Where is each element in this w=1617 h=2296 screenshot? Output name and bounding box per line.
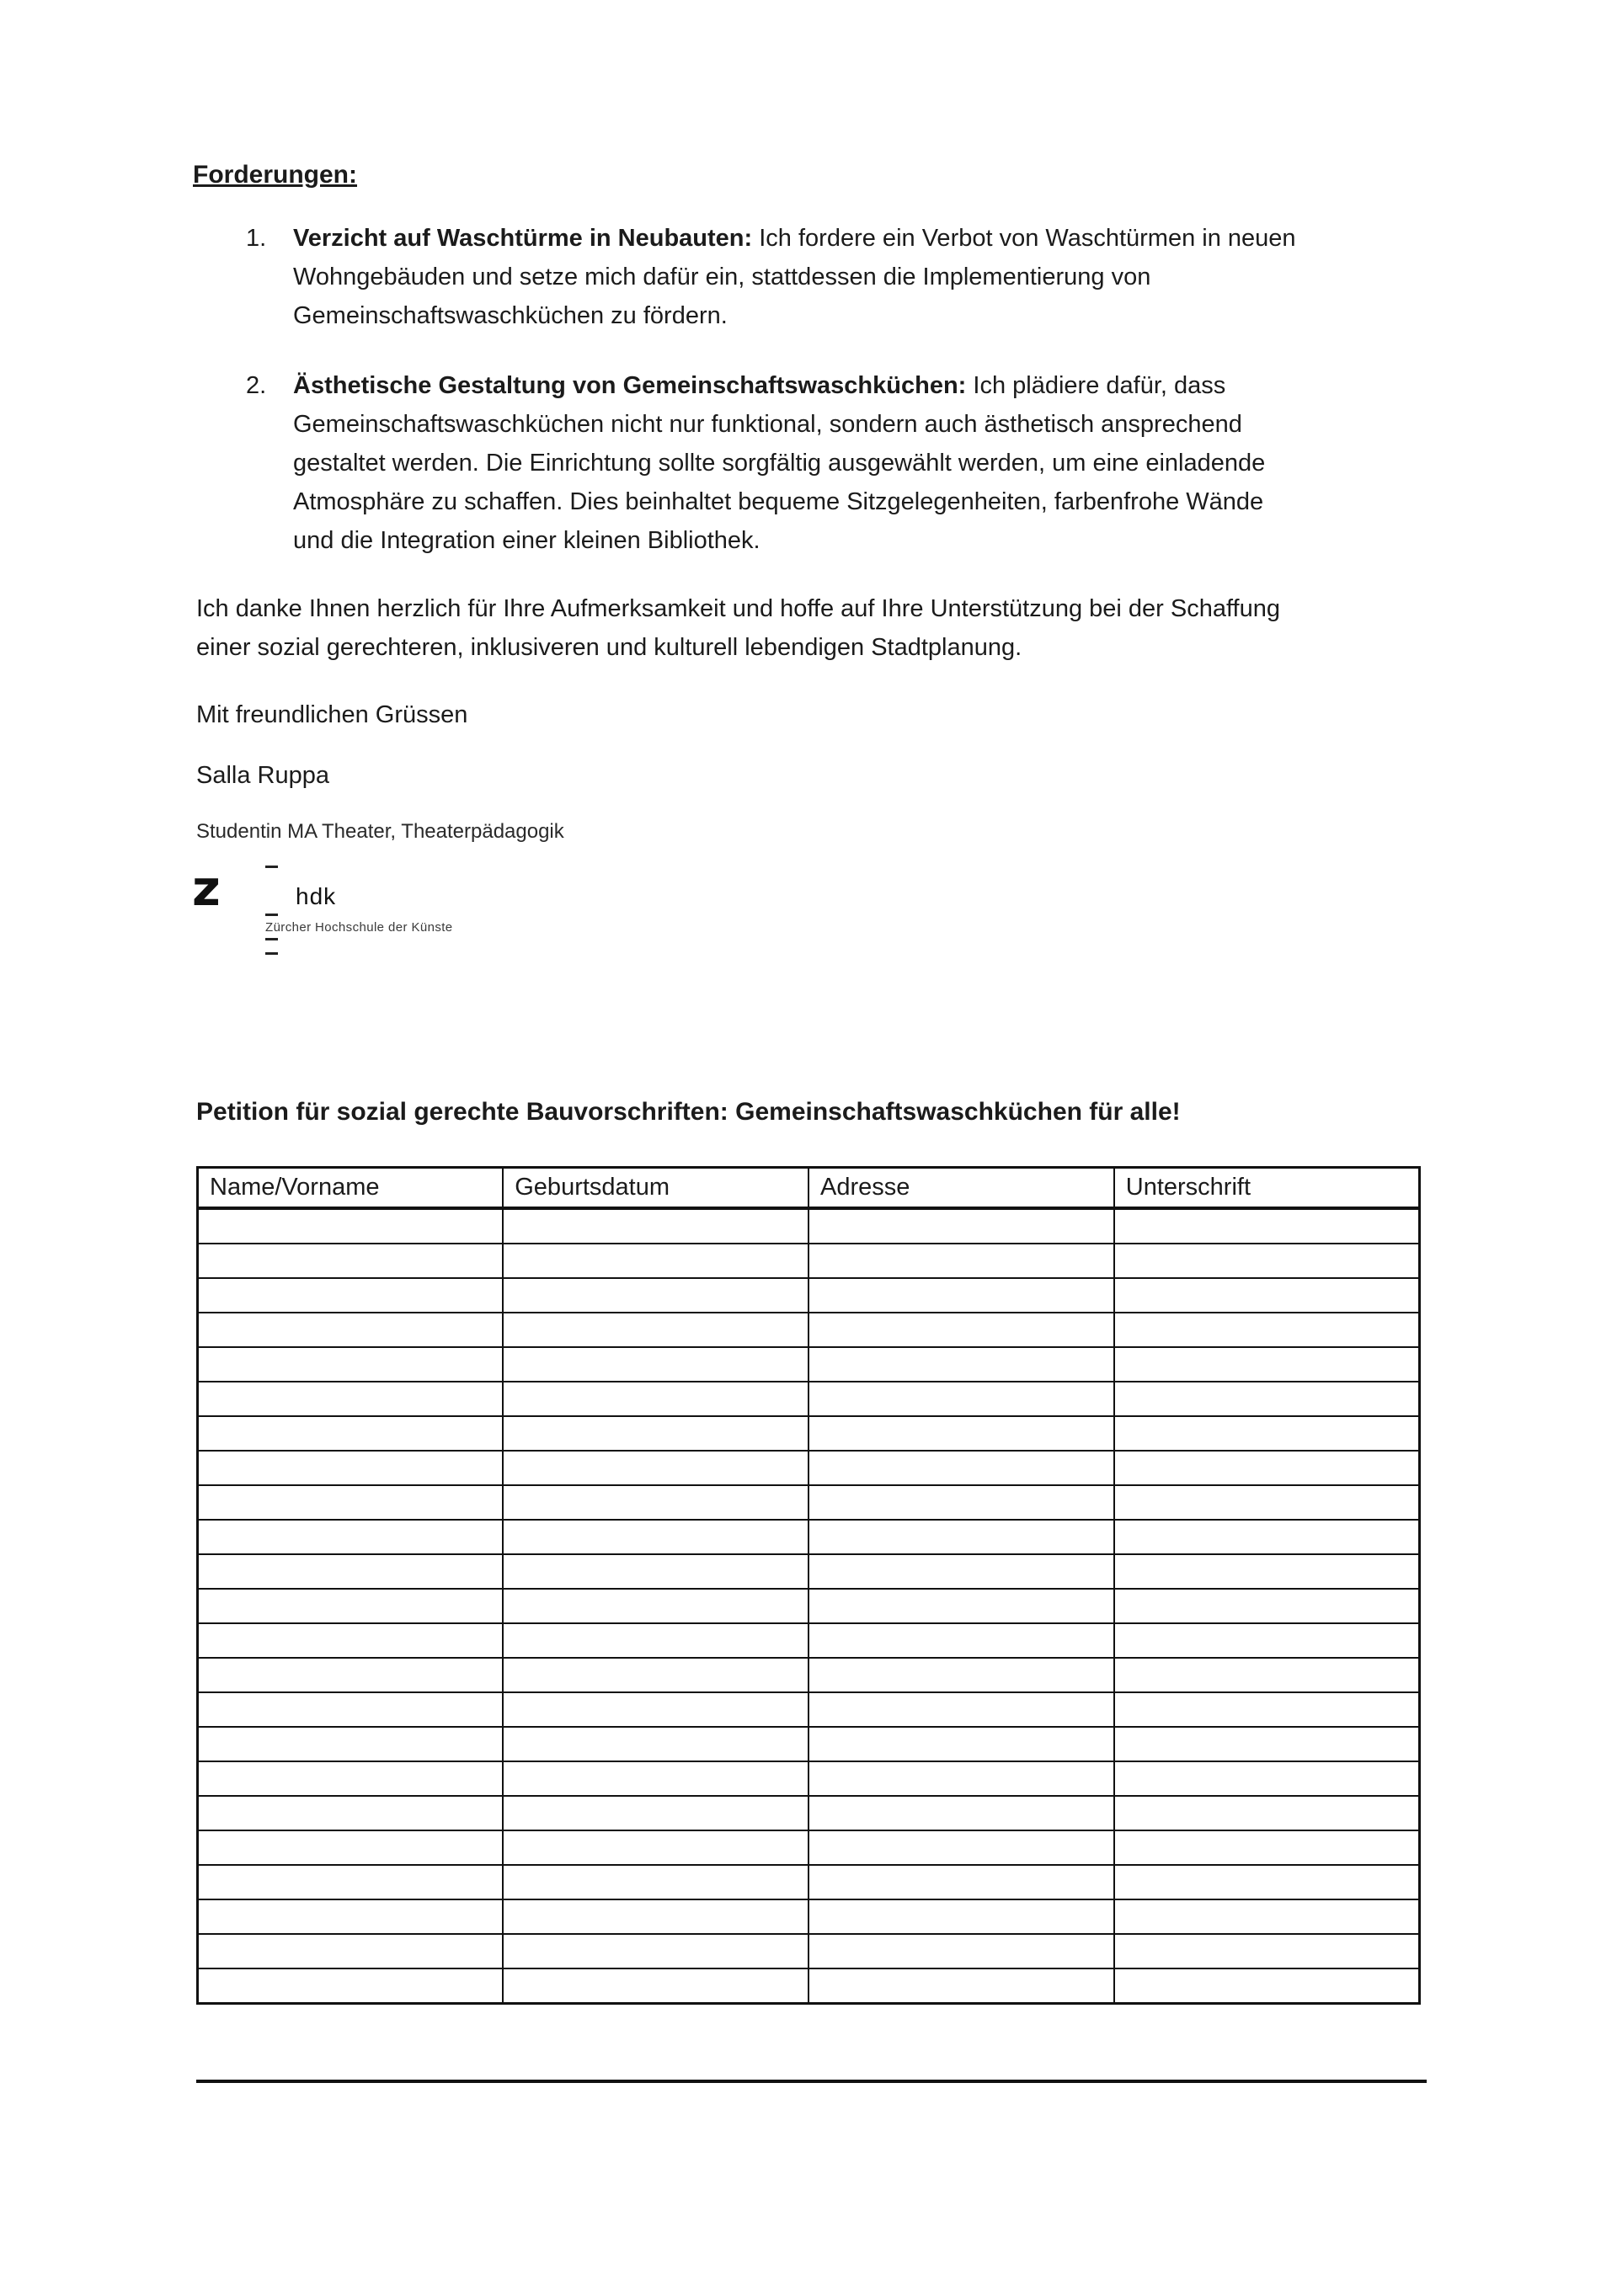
signature-row bbox=[198, 1313, 1420, 1347]
signature-cell bbox=[503, 1968, 808, 2004]
signature-cell bbox=[1114, 1968, 1420, 2004]
signature-cell bbox=[808, 1589, 1114, 1623]
signature-cell bbox=[808, 1451, 1114, 1485]
signature-name: Salla Ruppa bbox=[196, 762, 329, 789]
column-header-name: Name/Vorname bbox=[198, 1168, 504, 1209]
signature-cell bbox=[503, 1278, 808, 1313]
signature-cell bbox=[503, 1727, 808, 1761]
signature-cell bbox=[808, 1347, 1114, 1382]
list-item-2 bbox=[293, 366, 1430, 560]
signature-cell bbox=[808, 1692, 1114, 1727]
signature-cell bbox=[198, 1382, 504, 1416]
signature-cell bbox=[1114, 1830, 1420, 1865]
signature-cell bbox=[1114, 1692, 1420, 1727]
signature-cell bbox=[808, 1278, 1114, 1313]
signature-cell bbox=[503, 1554, 808, 1589]
signature-row bbox=[198, 1934, 1420, 1968]
signature-cell bbox=[503, 1208, 808, 1244]
list-item-1-line bbox=[293, 219, 1430, 258]
signature-cell bbox=[503, 1865, 808, 1899]
column-header-address: Adresse bbox=[808, 1168, 1114, 1209]
list-item-1-line: Wohngebäuden und setze mich dafür ein, stattdessen die Implementierung von bbox=[293, 264, 1151, 290]
signature-row bbox=[198, 1520, 1420, 1554]
signature-row bbox=[198, 1865, 1420, 1899]
signature-cell bbox=[503, 1761, 808, 1796]
signature-cell bbox=[198, 1796, 504, 1830]
signature-cell bbox=[198, 1623, 504, 1658]
list-number-2: 2. bbox=[246, 372, 267, 399]
list-item-2-line: gestaltet werden. Die Einrichtung sollte sorgfältig ausgewählt werden, um eine einladende bbox=[293, 450, 1266, 477]
column-header-birthdate: Geburtsdatum bbox=[503, 1168, 808, 1209]
list-item-2-line: und die Integration einer kleinen Bibliothek. bbox=[293, 527, 760, 554]
footer-divider bbox=[196, 2080, 1427, 2083]
signature-cell bbox=[503, 1796, 808, 1830]
signature-cell bbox=[1114, 1382, 1420, 1416]
signature-cell bbox=[1114, 1313, 1420, 1347]
signature-row bbox=[198, 1278, 1420, 1313]
signature-row bbox=[198, 1899, 1420, 1934]
list-item-1-rest: Ich fordere ein Verbot von Waschtürmen in neuen bbox=[759, 225, 1296, 252]
regards-line: Mit freundlichen Grüssen bbox=[196, 701, 468, 728]
signature-cell bbox=[503, 1313, 808, 1347]
signature-cell bbox=[198, 1244, 504, 1278]
column-header-signature: Unterschrift bbox=[1114, 1168, 1420, 1209]
signature-cell bbox=[503, 1692, 808, 1727]
signature-cell bbox=[198, 1520, 504, 1554]
signature-cell bbox=[808, 1830, 1114, 1865]
signature-row bbox=[198, 1692, 1420, 1727]
signature-cell bbox=[808, 1554, 1114, 1589]
signature-table-container bbox=[196, 1166, 1421, 2005]
signature-role: Studentin MA Theater, Theaterpädagogik bbox=[196, 820, 564, 843]
signature-cell bbox=[1114, 1520, 1420, 1554]
signature-cell bbox=[808, 1968, 1114, 2004]
signature-cell bbox=[808, 1485, 1114, 1520]
signature-cell bbox=[198, 1830, 504, 1865]
signature-cell bbox=[198, 1658, 504, 1692]
logo-dash-icon bbox=[265, 952, 278, 955]
signature-cell bbox=[198, 1554, 504, 1589]
signature-cell bbox=[1114, 1278, 1420, 1313]
list-item-2-lead: Ästhetische Gestaltung von Gemeinschaftswaschküchen: bbox=[293, 372, 967, 399]
signature-cell bbox=[198, 1208, 504, 1244]
signature-cell bbox=[198, 1727, 504, 1761]
signature-cell bbox=[198, 1968, 504, 2004]
logo-dash-icon bbox=[265, 938, 278, 940]
list-item-1-line: Gemeinschaftswaschküchen zu fördern. bbox=[293, 302, 728, 329]
signature-cell bbox=[503, 1934, 808, 1968]
closing-line: Ich danke Ihnen herzlich für Ihre Aufmerksamkeit und hoffe auf Ihre Unterstützung bei der Schaffung bbox=[196, 595, 1280, 622]
signature-row bbox=[198, 1796, 1420, 1830]
signature-cell bbox=[1114, 1554, 1420, 1589]
signature-cell bbox=[198, 1313, 504, 1347]
signature-row bbox=[198, 1382, 1420, 1416]
signature-cell bbox=[198, 1934, 504, 1968]
signature-row bbox=[198, 1451, 1420, 1485]
signature-row bbox=[198, 1347, 1420, 1382]
list-item-1-lead: Verzicht auf Waschtürme in Neubauten: bbox=[293, 225, 753, 252]
logo-dash-icon bbox=[265, 866, 278, 868]
signature-cell bbox=[503, 1244, 808, 1278]
signature-cell bbox=[808, 1865, 1114, 1899]
signature-cell bbox=[1114, 1208, 1420, 1244]
signature-cell bbox=[1114, 1416, 1420, 1451]
zhdk-hdk-text: hdk bbox=[296, 883, 337, 909]
zhdk-subtitle: Zürcher Hochschule der Künste bbox=[265, 920, 453, 935]
signature-row bbox=[198, 1416, 1420, 1451]
signature-cell bbox=[1114, 1727, 1420, 1761]
signature-cell bbox=[198, 1761, 504, 1796]
signature-cell bbox=[503, 1416, 808, 1451]
signature-cell bbox=[1114, 1485, 1420, 1520]
list-item-2-line bbox=[293, 366, 1430, 405]
signature-cell bbox=[808, 1416, 1114, 1451]
list-item-1 bbox=[293, 219, 1430, 335]
signature-cell bbox=[503, 1830, 808, 1865]
signature-row bbox=[198, 1244, 1420, 1278]
signature-cell bbox=[1114, 1761, 1420, 1796]
logo-dash-icon bbox=[265, 914, 278, 916]
signature-row bbox=[198, 1968, 1420, 2004]
signature-cell bbox=[1114, 1865, 1420, 1899]
petition-title: Petition für sozial gerechte Bauvorschriften: Gemeinschaftswaschküchen für alle! bbox=[196, 1098, 1181, 1126]
signature-cell bbox=[503, 1658, 808, 1692]
signature-row bbox=[198, 1727, 1420, 1761]
signature-cell bbox=[198, 1485, 504, 1520]
signature-cell bbox=[1114, 1347, 1420, 1382]
signature-cell bbox=[198, 1692, 504, 1727]
signature-cell bbox=[1114, 1451, 1420, 1485]
signature-cell bbox=[198, 1865, 504, 1899]
signature-cell bbox=[503, 1485, 808, 1520]
signature-cell bbox=[808, 1761, 1114, 1796]
signature-cell bbox=[198, 1278, 504, 1313]
signature-cell bbox=[503, 1347, 808, 1382]
signature-cell bbox=[808, 1934, 1114, 1968]
signature-table-header-row bbox=[198, 1168, 1420, 1209]
signature-row bbox=[198, 1208, 1420, 1244]
signature-cell bbox=[808, 1623, 1114, 1658]
signature-cell bbox=[1114, 1796, 1420, 1830]
signature-cell bbox=[808, 1727, 1114, 1761]
signature-cell bbox=[198, 1899, 504, 1934]
signature-cell bbox=[198, 1451, 504, 1485]
signature-cell bbox=[1114, 1589, 1420, 1623]
signature-cell bbox=[1114, 1899, 1420, 1934]
signature-row bbox=[198, 1623, 1420, 1658]
signature-cell bbox=[808, 1244, 1114, 1278]
signature-cell bbox=[1114, 1623, 1420, 1658]
signature-cell bbox=[808, 1899, 1114, 1934]
signature-cell bbox=[808, 1382, 1114, 1416]
closing-paragraph bbox=[196, 589, 1280, 667]
signature-row bbox=[198, 1830, 1420, 1865]
signature-cell bbox=[808, 1208, 1114, 1244]
list-item-2-line: Atmosphäre zu schaffen. Dies beinhaltet bequeme Sitzgelegenheiten, farbenfrohe Wände bbox=[293, 488, 1264, 515]
demands-heading: Forderungen: bbox=[193, 161, 357, 189]
signature-cell bbox=[1114, 1244, 1420, 1278]
signature-cell bbox=[808, 1796, 1114, 1830]
closing-line: einer sozial gerechteren, inklusiveren und kulturell lebendigen Stadtplanung. bbox=[196, 634, 1022, 661]
list-number-1: 1. bbox=[246, 225, 267, 252]
signature-cell bbox=[503, 1623, 808, 1658]
list-item-2-rest: Ich plädiere dafür, dass bbox=[973, 372, 1226, 399]
signature-cell bbox=[503, 1899, 808, 1934]
signature-cell bbox=[503, 1589, 808, 1623]
signature-row bbox=[198, 1658, 1420, 1692]
signature-row bbox=[198, 1554, 1420, 1589]
signature-cell bbox=[198, 1347, 504, 1382]
signature-cell bbox=[503, 1520, 808, 1554]
signature-row bbox=[198, 1589, 1420, 1623]
signature-cell bbox=[503, 1382, 808, 1416]
signature-table-body bbox=[198, 1208, 1420, 2004]
zhdk-logo bbox=[192, 859, 462, 964]
signature-cell bbox=[198, 1589, 504, 1623]
signature-row bbox=[198, 1761, 1420, 1796]
signature-cell bbox=[198, 1416, 504, 1451]
signature-cell bbox=[808, 1658, 1114, 1692]
signature-cell bbox=[808, 1520, 1114, 1554]
zhdk-z-letter: z bbox=[192, 860, 221, 917]
signature-table bbox=[196, 1166, 1421, 2005]
list-item-2-line: Gemeinschaftswaschküchen nicht nur funktional, sondern auch ästhetisch ansprechend bbox=[293, 411, 1242, 438]
signature-cell bbox=[1114, 1658, 1420, 1692]
signature-cell bbox=[1114, 1934, 1420, 1968]
signature-cell bbox=[808, 1313, 1114, 1347]
signature-cell bbox=[503, 1451, 808, 1485]
signature-row bbox=[198, 1485, 1420, 1520]
